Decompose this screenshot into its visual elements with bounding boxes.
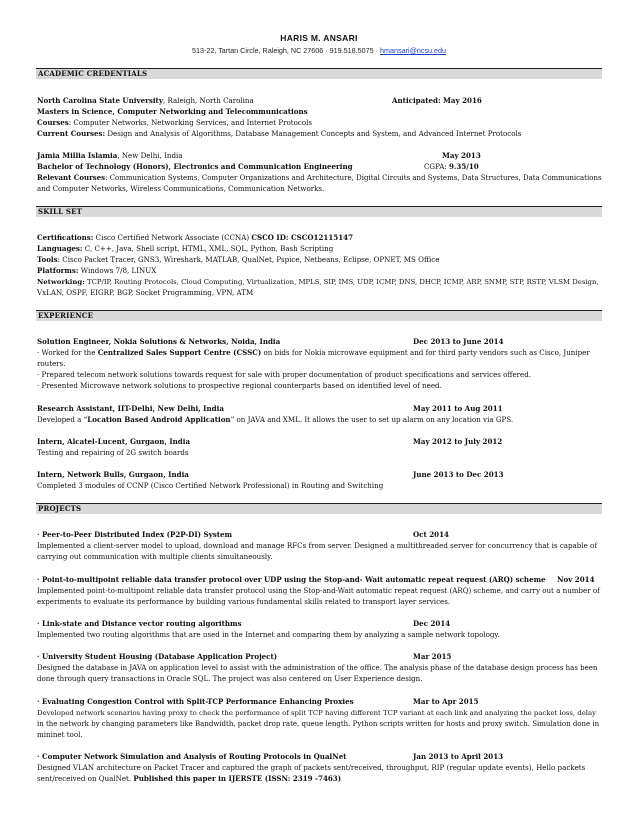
job-bullet: · Presented Microwave network solutions to prospective regional counterparts based on identified level of need. — [37, 381, 442, 390]
candidate-name: HARIS M. ANSARI — [280, 33, 358, 43]
project-date: Nov 2014 — [557, 575, 595, 584]
skill-languages: Languages: C, C++, Java, Shell script, HTML, XML, SQL, Python, Bash Scripting — [37, 244, 334, 253]
job-title: Solution Engineer, Nokia Solutions & Networks, Noida, India — [37, 337, 281, 346]
edu-date: May 2013 — [442, 151, 481, 160]
skill-networking: Networking: TCP/IP, Routing Protocols, Cloud Computing, Virtualization, MPLS, SIP, IMS, UDP, ICMP, DNS, DHCP, ICMP, ARP, SNMP, STP, RSTP, VLSM Design, — [37, 278, 599, 286]
section-title: SKILL SET — [38, 207, 83, 216]
job-description: Testing and repairing of 2G switch boards — [37, 448, 189, 457]
section-title: PROJECTS — [38, 504, 82, 513]
skill-certifications: Certifications: Cisco Certified Network Associate (CCNA) CSCO ID: CSCO12115147 — [37, 233, 354, 242]
section-skills — [36, 206, 602, 217]
job-description: Developed a “Location Based Android Application” on JAVA and XML. It allows the user to set up alarm on any location via GPS. — [37, 415, 514, 424]
project-desc: Designed the database in JAVA on application level to assist with the administration of the office. The analysis phase of the database design process has been — [37, 664, 598, 672]
job-date: Dec 2013 to June 2014 — [413, 337, 504, 346]
job-title: Intern, Alcatel-Lucent, Gurgaon, India — [37, 437, 191, 446]
project-date: Mar 2015 — [413, 652, 452, 661]
project-desc: Implemented two routing algorithms that are used in the Internet and comparing them by analyzing a sample network topology. — [37, 630, 500, 639]
edu-location: , Raleigh, North Carolina — [162, 96, 254, 105]
edu-school: Jamia Millia Islamia — [37, 151, 118, 160]
project-desc: Implemented point-to-multipoint reliable data transfer protocol using the Stop-and-Wait automatic repeat request (ARQ) scheme, and carry out a number of — [37, 586, 600, 595]
job-title: Intern, Network Bulls, Gurgaon, India — [37, 470, 189, 479]
job-date: May 2011 to Aug 2011 — [413, 404, 503, 413]
edu-degree: Bachelor of Technology (Honors), Electronics and Communication Engineering — [37, 162, 353, 171]
project-date: Dec 2014 — [413, 619, 451, 628]
edu-location: , New Delhi, India — [117, 151, 183, 160]
section-experience — [36, 310, 602, 321]
edu-school-line — [37, 96, 602, 107]
project-date: Oct 2014 — [413, 530, 449, 539]
edu-cgpa: CGPA: 9.35/10 — [424, 162, 479, 171]
skill-networking-cont: VxLAN, OSPF, EIGRP, BGP, Socket Programming, VPN, ATM — [37, 288, 254, 297]
edu-current-courses: Current Courses: Design and Analysis of Algorithms, Database Management Concepts and System, and Advanced Internet Protocols — [37, 129, 522, 138]
edu-courses-cont: and Computer Networks, Wireless Communications, Communication Networks. — [37, 184, 325, 193]
project-title: · Point-to-multipoint reliable data transfer protocol over UDP using the Stop-and- Wait automatic repeat request (ARQ) scheme — [37, 575, 546, 584]
skill-platforms: Platforms: Windows 7/8, LINUX — [37, 266, 157, 275]
project-desc: Designed VLAN architecture on Packet Tracer and captured the graph of packets sent/received, throughput, RIP (regular update events), Hello packets — [37, 763, 586, 772]
project-title: · Peer-to-Peer Distributed Index (P2P-DI) System — [37, 530, 233, 539]
project-title: · Evaluating Congestion Control with Split-TCP Performance Enhancing Proxies — [37, 697, 354, 706]
project-date: Jan 2013 to April 2013 — [413, 752, 504, 761]
project-desc: sent/received on QualNet. Published this paper in IJERSTE (ISSN: 2319 -7463) — [37, 774, 342, 783]
project-desc: Implemented a client-server model to upload, download and manage RFCs from server. Designed a multithreaded server for concurrency that is capable of — [37, 541, 597, 550]
project-desc: done through query transactions in Oracle SQL. The project was also centered on User Experience design. — [37, 674, 423, 683]
job-title: Research Assistant, IIT-Delhi, New Delhi, India — [37, 404, 224, 413]
job-date: May 2012 to July 2012 — [413, 437, 503, 446]
job-bullet-cont: routers. — [37, 359, 66, 368]
project-desc: in the network by changing parameters like Bandwidth, packet drop rate, queue length. Python scripts written for hosts and proxy switch. Simulation done in — [37, 720, 600, 728]
skill-tools: Tools: Cisco Packet Tracer, GNS3, Wireshark, MATLAB, QualNet, Pspice, Netbeans, Eclipse, OPNET, MS Office — [37, 255, 440, 264]
section-title: EXPERIENCE — [38, 311, 94, 320]
edu-courses: Relevant Courses: Communication Systems, Computer Organizations and Architecture, Digital Circuits and Systems, Data Structures, Data Communications — [37, 173, 602, 182]
project-desc: mininet tool. — [37, 730, 83, 739]
project-title: · Link-state and Distance vector routing algorithms — [37, 619, 242, 628]
job-date: June 2013 to Dec 2013 — [413, 470, 504, 479]
project-desc: Developed network scenarios having proxy to check the performance of split TCP having different TCP variant at each link and analyzing the packet loss, delay — [37, 709, 596, 717]
email-link[interactable]: hmansari@ncsu.edu — [380, 46, 447, 55]
project-date: Mar to Apr 2015 — [413, 697, 479, 706]
project-title: · University Student Housing (Database Application Project) — [37, 652, 278, 661]
section-academic — [36, 68, 602, 79]
edu-courses: Courses: Computer Networks, Networking Services, and Internet Protocols — [37, 118, 313, 127]
job-bullet: · Worked for the Centralized Sales Support Centre (CSSC) on bids for Nokia microwave equipment and for third party vendors such as Cisco, Juniper — [37, 348, 590, 357]
section-projects — [36, 503, 602, 514]
job-description: Completed 3 modules of CCNP (Cisco Certified Network Professional) in Routing and Switching — [37, 481, 384, 490]
project-desc: experiments to evaluate its performance by building various fundamental skills related to transport layer services. — [37, 597, 451, 606]
contact-line — [0, 46, 638, 55]
edu-degree: Masters in Science, Computer Networking and Telecommunications — [37, 107, 308, 116]
edu-school-line — [37, 151, 602, 162]
edu-date: Anticipated: May 2016 — [392, 96, 482, 105]
project-desc: carrying out communication with multiple clients simultaneously. — [37, 552, 273, 561]
job-bullet: · Prepared telecom network solutions towards request for sale with proper documentation of product specifications and services offered. — [37, 370, 532, 379]
contact-details: 513-22, Tartan Circle, Raleigh, NC 27606 · 919.518.5075 · — [191, 46, 381, 55]
section-title: ACADEMIC CREDENTIALS — [38, 69, 148, 78]
edu-school: North Carolina State University — [37, 96, 163, 105]
project-title: · Computer Network Simulation and Analysis of Routing Protocols in QualNet — [37, 752, 347, 761]
